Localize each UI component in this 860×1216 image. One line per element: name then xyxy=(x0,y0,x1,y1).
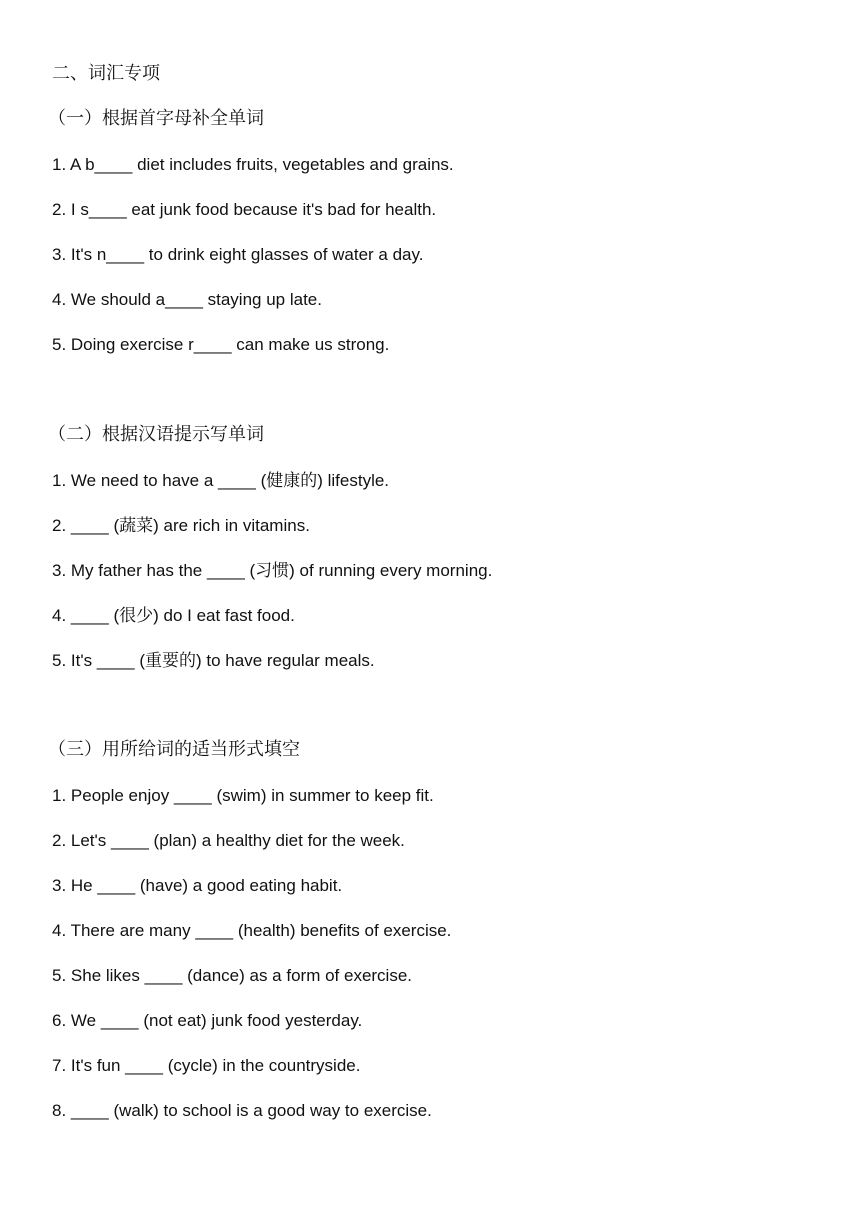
section-3-item-3: 3. He ____ (have) a good eating habit. xyxy=(52,876,343,895)
section-2-item-5: 5. It's ____ (重要的) to have regular meals. xyxy=(52,651,375,670)
section-3-heading: （三）用所给词的适当形式填空 xyxy=(48,739,300,760)
section-2-item-1: 1. We need to have a ____ (健康的) lifestyle. xyxy=(52,471,390,490)
section-1-item-1: 1. A b____ diet includes fruits, vegetables and grains. xyxy=(52,155,454,174)
section-1-item-3: 3. It's n____ to drink eight glasses of water a day. xyxy=(52,245,424,264)
section-3-item-4: 4. There are many ____ (health) benefits of exercise. xyxy=(52,921,452,940)
section-3-item-7: 7. It's fun ____ (cycle) in the countryside. xyxy=(52,1056,361,1075)
section-1-item-4: 4. We should a____ staying up late. xyxy=(52,290,322,309)
section-1-item-2: 2. I s____ eat junk food because it's bad for health. xyxy=(52,200,437,219)
section-1-heading: （一）根据首字母补全单词 xyxy=(48,108,264,129)
section-2-item-3: 3. My father has the ____ (习惯) of running every morning. xyxy=(52,561,493,580)
section-1-item-5: 5. Doing exercise r____ can make us strong. xyxy=(52,335,390,354)
section-3-item-8: 8. ____ (walk) to school is a good way to exercise. xyxy=(52,1101,432,1120)
section-2-heading: （二）根据汉语提示写单词 xyxy=(48,424,264,445)
section-3-item-2: 2. Let's ____ (plan) a healthy diet for the week. xyxy=(52,831,405,850)
section-3-item-6: 6. We ____ (not eat) junk food yesterday. xyxy=(52,1011,363,1030)
section-3-item-1: 1. People enjoy ____ (swim) in summer to keep fit. xyxy=(52,786,434,805)
section-3-item-5: 5. She likes ____ (dance) as a form of exercise. xyxy=(52,966,413,985)
section-2-item-4: 4. ____ (很少) do I eat fast food. xyxy=(52,606,295,625)
page-title: 二、词汇专项 xyxy=(52,63,160,84)
section-2-item-2: 2. ____ (蔬菜) are rich in vitamins. xyxy=(52,516,310,535)
